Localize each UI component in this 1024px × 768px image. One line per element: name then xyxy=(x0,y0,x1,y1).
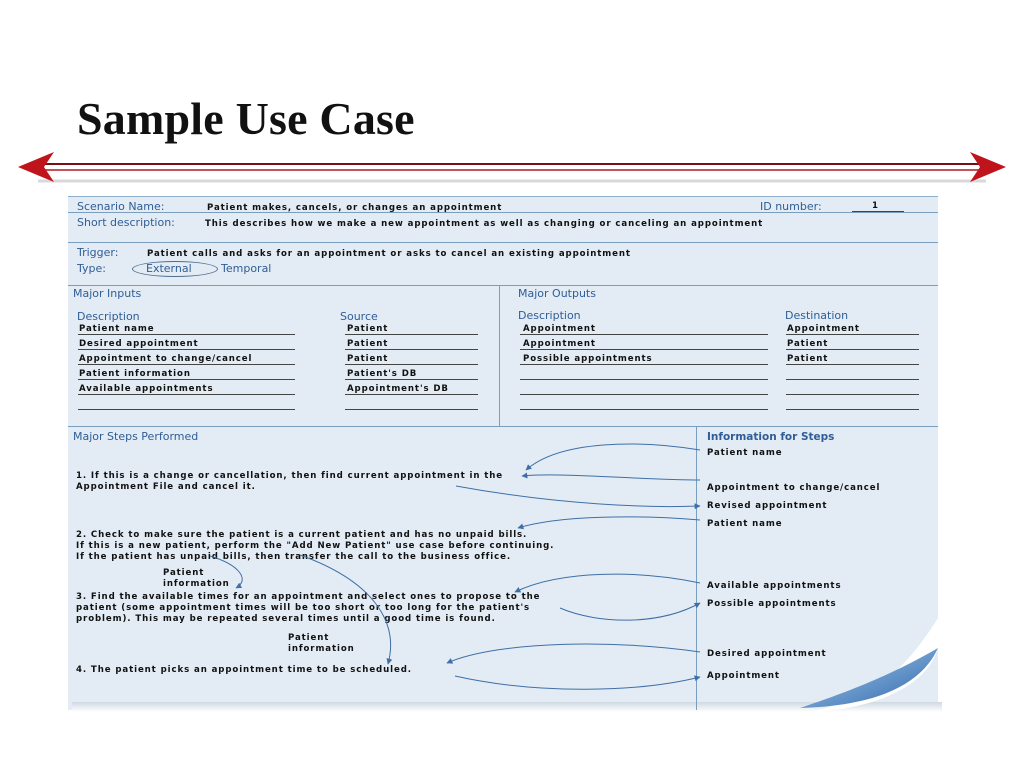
step-item: 1. If this is a change or cancellation, then find current appointment in the Appointment File and cancel it. xyxy=(76,471,504,492)
input-source: Appointment's DB xyxy=(347,384,449,394)
input-source: Patient xyxy=(347,324,389,334)
info-item: Appointment xyxy=(707,671,780,681)
input-row-line xyxy=(345,379,478,380)
form-rule xyxy=(68,285,938,286)
id-number-value: 1 xyxy=(872,201,879,211)
id-number-underline xyxy=(852,211,904,212)
output-row-line xyxy=(786,409,919,410)
outputs-destination-header: Destination xyxy=(785,309,849,322)
info-item: Available appointments xyxy=(707,581,842,591)
input-row-line xyxy=(78,409,295,410)
form-rule xyxy=(68,426,938,427)
output-destination: Patient xyxy=(787,339,829,349)
major-steps-title: Major Steps Performed xyxy=(73,430,199,443)
output-row-line xyxy=(786,349,919,350)
output-destination: Patient xyxy=(787,354,829,364)
input-description: Available appointments xyxy=(79,384,214,394)
input-row-line xyxy=(345,409,478,410)
inputs-source-header: Source xyxy=(340,310,378,323)
step-annotation: Patient information xyxy=(288,633,355,654)
type-external: External xyxy=(146,262,192,275)
short-description-value: This describes how we make a new appointment as well as changing or canceling an appointment xyxy=(205,219,764,229)
trigger-label: Trigger: xyxy=(77,246,119,259)
output-row-line xyxy=(786,379,919,380)
input-description: Patient name xyxy=(79,324,155,334)
output-row-line xyxy=(520,379,768,380)
output-row-line xyxy=(786,334,919,335)
id-number-label: ID number: xyxy=(760,200,822,213)
output-row-line xyxy=(786,394,919,395)
input-row-line xyxy=(345,394,478,395)
output-destination: Appointment xyxy=(787,324,860,334)
short-description-label: Short description: xyxy=(77,216,175,229)
input-source: Patient xyxy=(347,339,389,349)
outputs-description-header: Description xyxy=(518,309,581,322)
major-outputs-title: Major Outputs xyxy=(518,287,596,300)
output-row-line xyxy=(520,349,768,350)
major-inputs-title: Major Inputs xyxy=(73,287,142,300)
inputs-description-header: Description xyxy=(77,310,140,323)
output-row-line xyxy=(786,364,919,365)
step-item: 4. The patient picks an appointment time to be scheduled. xyxy=(76,665,412,675)
input-row-line xyxy=(78,394,295,395)
output-description: Appointment xyxy=(523,324,596,334)
info-item: Revised appointment xyxy=(707,501,828,511)
input-row-line xyxy=(78,334,295,335)
info-item: Appointment to change/cancel xyxy=(707,483,881,493)
info-item: Patient name xyxy=(707,519,783,529)
output-row-line xyxy=(520,364,768,365)
info-item: Patient name xyxy=(707,448,783,458)
form-column-divider xyxy=(696,426,697,710)
input-row-line xyxy=(345,334,478,335)
input-source: Patient's DB xyxy=(347,369,418,379)
output-row-line xyxy=(520,334,768,335)
input-description: Desired appointment xyxy=(79,339,199,349)
step-item: 2. Check to make sure the patient is a current patient and has no unpaid bills. If this is a new patient, perform the "Add New Patient" use case before continuing. If the patient has unpaid bills, then transfer the call to the business office. xyxy=(76,530,555,562)
input-row-line xyxy=(78,379,295,380)
type-label: Type: xyxy=(77,262,106,275)
trigger-value: Patient calls and asks for an appointment or asks to cancel an existing appointment xyxy=(147,249,631,259)
form-rule xyxy=(68,242,938,243)
input-description: Appointment to change/cancel xyxy=(79,354,253,364)
info-item: Possible appointments xyxy=(707,599,837,609)
info-item: Desired appointment xyxy=(707,649,827,659)
input-description: Patient information xyxy=(79,369,191,379)
input-row-line xyxy=(345,349,478,350)
form-column-divider xyxy=(499,285,500,426)
information-for-steps-title: Information for Steps xyxy=(707,431,835,443)
input-source: Patient xyxy=(347,354,389,364)
step-item: 3. Find the available times for an appointment and select ones to propose to the patient (some appointment times will be too short or too long for the patient's problem). This may be repeated several times until a good time is found. xyxy=(76,592,541,624)
output-description: Appointment xyxy=(523,339,596,349)
slide-title: Sample Use Case xyxy=(77,93,415,144)
output-row-line xyxy=(520,409,768,410)
output-description: Possible appointments xyxy=(523,354,653,364)
double-arrow-divider xyxy=(14,150,1010,192)
type-temporal: Temporal xyxy=(221,262,272,275)
input-row-line xyxy=(345,364,478,365)
input-row-line xyxy=(78,349,295,350)
input-row-line xyxy=(78,364,295,365)
page-curl xyxy=(780,618,950,714)
scenario-name-value: Patient makes, cancels, or changes an appointment xyxy=(207,203,503,213)
output-row-line xyxy=(520,394,768,395)
scenario-name-label: Scenario Name: xyxy=(77,200,165,213)
step-annotation: Patient information xyxy=(163,568,230,589)
